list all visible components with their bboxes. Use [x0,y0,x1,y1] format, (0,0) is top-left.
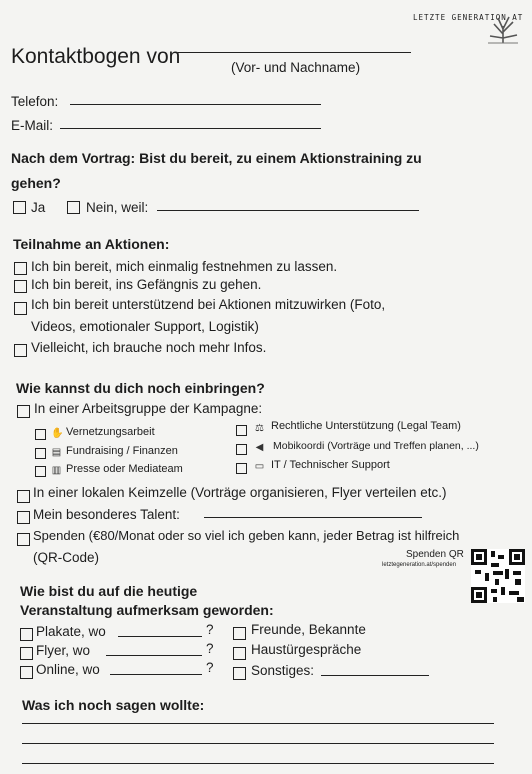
phone-field[interactable] [70,104,321,105]
finance-doc-icon: ▤ [51,447,62,458]
actions-support-checkbox[interactable] [14,302,27,315]
other-label: Sonstiges: [251,663,315,678]
other-checkbox[interactable] [233,667,246,680]
training-yes-label: Ja [31,200,46,215]
source-heading-line1: Wie bist du auf die heutige [20,583,198,599]
qr-title: Spenden QR [406,549,464,560]
it-label: IT / Technischer Support [271,459,390,471]
donation-qr-code[interactable] [471,549,525,603]
page-title: Kontaktbogen von [11,45,181,68]
actions-arrest-label: Ich bin bereit, mich einmalig festnehmen zu lassen. [31,259,338,274]
online-checkbox[interactable] [20,666,33,679]
actions-prison-checkbox[interactable] [14,280,27,293]
training-yes-checkbox[interactable] [13,201,26,214]
flyer-field[interactable] [106,655,202,656]
actions-maybe-checkbox[interactable] [14,344,27,357]
donate-checkbox[interactable] [17,533,30,546]
talent-field[interactable] [204,517,422,518]
training-question-line2: gehen? [11,175,61,191]
fundraising-label: Fundraising / Finanzen [66,445,178,457]
legal-label: Rechtliche Unterstützung (Legal Team) [271,420,461,432]
source-heading-line2: Veranstaltung aufmerksam geworden: [20,602,274,618]
actions-prison-label: Ich bin bereit, ins Gefängnis zu gehen. [31,277,262,292]
training-no-checkbox[interactable] [67,201,80,214]
online-qmark: ? [206,660,214,675]
posters-checkbox[interactable] [20,628,33,641]
involve-heading: Wie kannst du dich noch einbringen? [16,380,265,396]
newspaper-icon: ▥ [51,465,62,476]
donate-label-line1: Spenden (€80/Monat oder so viel ich geben kann, jeder Betrag ist hilfreich [33,528,460,543]
legal-checkbox[interactable] [236,425,247,436]
email-label: E-Mail: [11,118,54,133]
donate-label-line2: (QR-Code) [33,550,100,565]
notes-line-3[interactable] [22,763,494,764]
scales-icon: ⚖ [255,423,264,434]
actions-arrest-checkbox[interactable] [14,262,27,275]
notes-line-2[interactable] [22,743,494,744]
flyer-qmark: ? [206,641,214,656]
flyer-label: Flyer, wo [36,643,91,658]
friends-checkbox[interactable] [233,627,246,640]
actions-maybe-label: Vielleicht, ich brauche noch mehr Infos. [31,340,267,355]
training-no-label: Nein, weil: [86,200,149,215]
doors-label: Haustürgespräche [251,642,362,657]
working-group-checkbox[interactable] [17,405,30,418]
name-hint: (Vor- und Nachname) [231,60,361,75]
mobi-label: Mobikoordi (Vorträge und Treffen planen, ...) [273,440,479,452]
laptop-icon: ▭ [254,461,265,472]
online-field[interactable] [110,674,202,675]
training-no-reason-field[interactable] [157,210,419,211]
name-field[interactable] [178,52,411,53]
local-group-label: In einer lokalen Keimzelle (Vorträge organisieren, Flyer verteilen etc.) [33,485,447,500]
talent-checkbox[interactable] [17,511,30,524]
email-field[interactable] [60,128,321,129]
posters-label: Plakate, wo [36,624,106,639]
doors-checkbox[interactable] [233,647,246,660]
networking-checkbox[interactable] [35,429,46,440]
qr-url: letztegeneration.at/spenden [382,562,457,568]
megaphone-icon: ◀ [255,442,264,453]
training-question-line1: Nach dem Vortrag: Bist du bereit, zu einem Aktionstraining zu [11,150,422,166]
working-group-label: In einer Arbeitsgruppe der Kampagne: [34,401,263,416]
friends-label: Freunde, Bekannte [251,622,366,637]
mobi-checkbox[interactable] [236,444,247,455]
actions-heading: Teilnahme an Aktionen: [13,236,170,252]
notes-line-1[interactable] [22,723,494,724]
talent-label: Mein besonderes Talent: [33,507,180,522]
handshake-icon: ✋ [51,428,64,439]
phone-label: Telefon: [11,94,59,109]
plant-logo-icon [482,14,524,44]
networking-label: Vernetzungsarbeit [66,426,155,438]
posters-qmark: ? [206,622,214,637]
flyer-checkbox[interactable] [20,647,33,660]
it-checkbox[interactable] [236,463,247,474]
notes-heading: Was ich noch sagen wollte: [22,697,205,713]
online-label: Online, wo [36,662,100,677]
other-field[interactable] [321,675,429,676]
actions-support-label-line2: Videos, emotionaler Support, Logistik) [31,319,259,334]
actions-support-label-line1: Ich bin bereit unterstützend bei Aktionen mitzuwirken (Foto, [31,297,386,312]
press-label: Presse oder Mediateam [66,463,183,475]
fundraising-checkbox[interactable] [35,448,46,459]
local-group-checkbox[interactable] [17,490,30,503]
posters-field[interactable] [118,636,202,637]
press-checkbox[interactable] [35,466,46,477]
brand-name: LETZTE GENERATION AT [413,13,524,22]
